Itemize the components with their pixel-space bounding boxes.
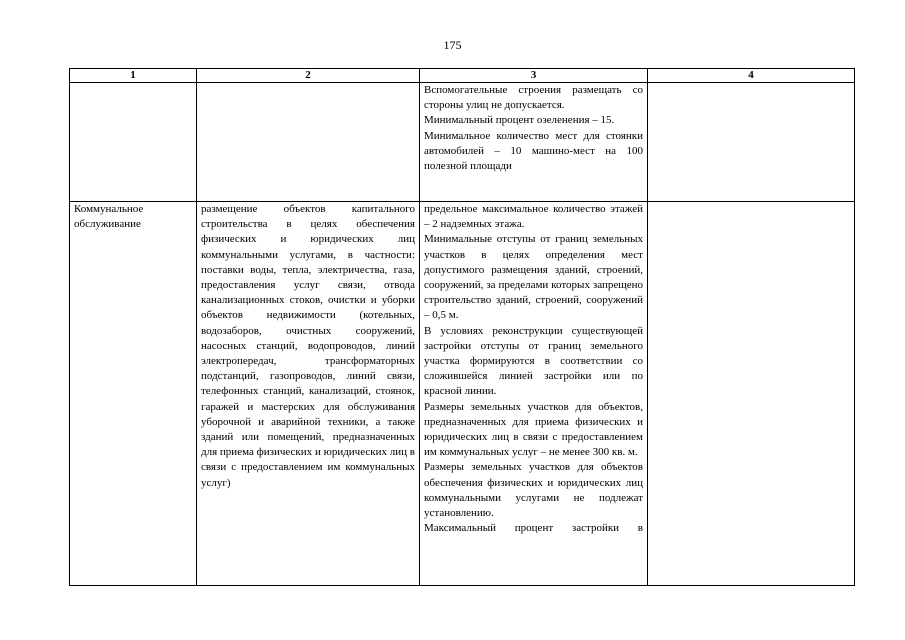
cell-use-type xyxy=(70,83,197,202)
parameter-paragraph: Минимальный процент озеленения – 15. xyxy=(424,114,615,127)
cell-parameters xyxy=(420,83,648,202)
column-header-3: 3 xyxy=(420,69,648,83)
table-row xyxy=(70,202,855,586)
parameter-paragraph: предельное максимальное количество этажей – 2 надземных этажа. xyxy=(424,203,643,231)
table-row xyxy=(70,83,855,202)
column-header-1: 1 xyxy=(70,69,197,83)
cell-notes xyxy=(648,202,855,586)
column-header-2: 2 xyxy=(197,69,420,83)
parameter-paragraph: Максимальный процент застройки в xyxy=(424,522,643,535)
regulations-table xyxy=(69,68,855,586)
parameter-paragraph: Вспомогательные строения размещать со стороны улиц не допускается. xyxy=(424,84,643,112)
page-number: 175 xyxy=(443,38,462,52)
column-header-4: 4 xyxy=(648,69,855,83)
parameter-paragraph: Минимальное количество мест для стоянки автомобилей – 10 машино-мест на 100 полезной площади xyxy=(424,129,643,173)
cell-parameters xyxy=(420,202,648,586)
cell-use-description: размещение объектов капитального строительства в целях обеспечения физических и юридических лиц коммунальными услугами, в частности: поставки воды, тепла, электричества, газа, предоставления услуг связи, отвода канализационных стоков, очистки и уборки объектов недвижимости (котельных, водозаборов, очистных сооружений, насосных станций, водопроводов, линий электропередач, трансформаторных подстанций, газопроводов, линий связи, телефонных станций, канализаций, стоянок, гаражей и мастерских для обслуживания уборочной и аварийной техники, а также зданий или помещений, предназначенных для приема физических и юридических лиц в связи с предоставлением им коммунальных услуг) xyxy=(197,202,420,586)
parameter-paragraph: В условиях реконструкции существующей застройки отступы от границ земельного участка формируются в соответствии со сложившейся линией застройки или по красной линии. xyxy=(424,324,643,398)
cell-notes xyxy=(648,83,855,202)
cell-use-type: Коммунальное обслуживание xyxy=(70,202,197,586)
table-header-row xyxy=(70,69,855,83)
cell-use-description xyxy=(197,83,420,202)
parameter-paragraph: Минимальные отступы от границ земельных участков в целях определения мест допустимого размещения зданий, строений, сооружений, за пределами которых запрещено строительство зданий, строений, сооружений – 0,5 м. xyxy=(424,233,643,322)
parameter-paragraph: Размеры земельных участков для объектов, предназначенных для приема физических и юридических лиц в связи с предоставлением им коммунальных услуг – не менее 300 кв. м. xyxy=(424,400,643,459)
parameter-paragraph: Размеры земельных участков для объектов обеспечения физических и юридических лиц коммунальными услугами не подлежат установлению. xyxy=(424,461,643,520)
